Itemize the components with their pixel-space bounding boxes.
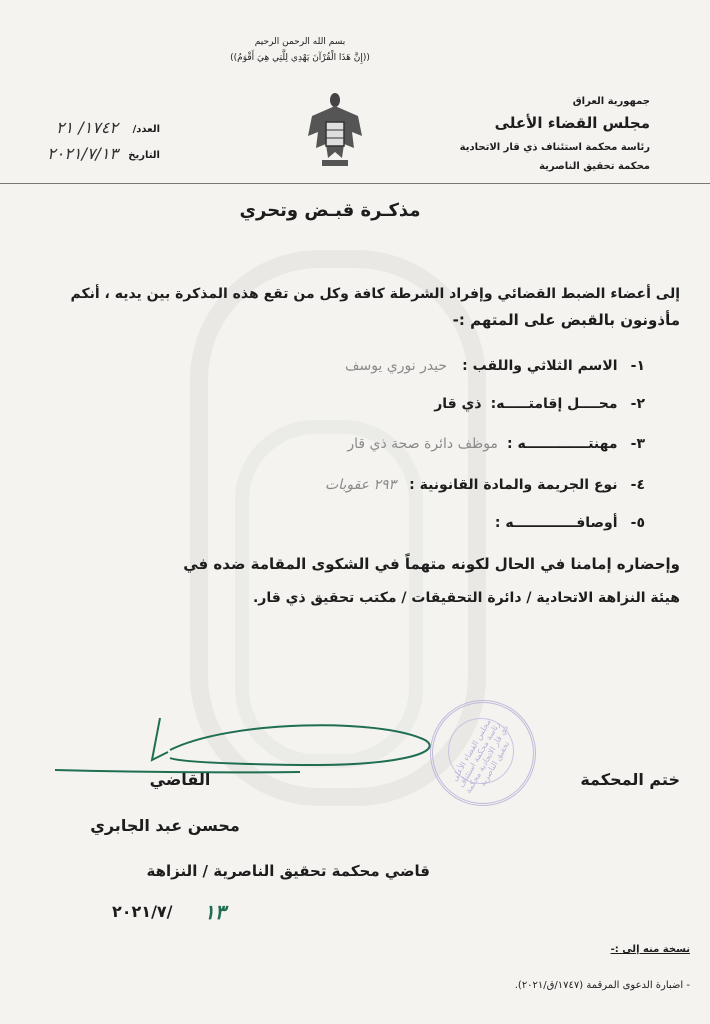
closing-line-1: وإحضاره إمامنا في الحال لكونه متهماً في الشكوى المقامة ضده في: [183, 555, 680, 573]
signature-date-printed: ٢٠٢١/٧/: [112, 902, 173, 921]
court-seal-label: ختم المحكمة: [580, 770, 680, 789]
judge-title: القاضي: [149, 770, 211, 789]
country-name: جمهورية العراق: [572, 96, 650, 107]
date-label: التاريخ: [128, 150, 160, 161]
intro-line-1: إلى أعضاء الضبط القضائي وإفراد الشرطة كافة وكل من تقع هذه المذكرة بين يديه ، أنكم: [70, 286, 680, 302]
item-1-number: ١-: [630, 358, 645, 374]
court-name: محكمة تحقيق الناصرية: [539, 161, 650, 172]
item-5-number: ٥-: [630, 515, 645, 531]
item-4-number: ٤-: [630, 477, 645, 493]
item-3: [280, 433, 645, 452]
item-2-value: ذي قار: [434, 396, 482, 412]
item-4-value: ٢٩٣ عقوبات: [325, 477, 397, 493]
court-seal-text: مجلس القضاء الأعلى رئاسة محكمة استئناف ذي قار الاتحادية محكمة تحقيق الناصرية: [449, 717, 512, 795]
closing-line-2: هيئة النزاهة الاتحادية / دائرة التحقيقات / مكتب تحقيق ذي قار.: [252, 590, 680, 606]
intro-line-2: مأذونون بالقبض على المتهم :-: [452, 311, 680, 329]
quran-verse: ((إِنَّ هَذَا الْقُرْآنَ يَهْدِي لِلَّتِي هِيَ أَقْوَمُ)): [230, 53, 370, 63]
judge-signature: [50, 710, 440, 800]
header-divider: [0, 183, 710, 184]
signature-date: [112, 902, 252, 926]
item-5: [470, 512, 645, 531]
item-3-number: ٣-: [630, 436, 645, 452]
item-4-label: نوع الجريمة والمادة القانونية :: [409, 477, 618, 493]
court-seal-stamp: [430, 700, 536, 806]
signature-date-handwritten: ١٣: [204, 900, 226, 924]
basmala: بسم الله الرحمن الرحيم: [254, 37, 346, 47]
judge-name: محسن عبد الجابري: [90, 816, 240, 835]
document-title: مذكـرة قبـض وتحري: [239, 200, 421, 221]
number-label: العدد/: [132, 124, 160, 135]
item-2-label: محــــل إقامتـــــه:: [490, 396, 618, 412]
copy-label: نسخة منه إلى :-: [610, 944, 690, 955]
number-value: ١٧٤٢/ ٢١: [55, 118, 118, 137]
item-5-label: أوصافـــــــــــــه :: [494, 515, 618, 531]
iraq-eagle-emblem: [304, 88, 366, 170]
item-2-number: ٢-: [630, 396, 645, 412]
item-3-value: موظف دائرة صحة ذي قار: [347, 436, 498, 452]
date-value: ٢٠٢١/٧/١٣: [47, 144, 118, 163]
item-4: [270, 474, 645, 493]
item-1-value: حيدر نوري يوسف: [344, 358, 448, 374]
presidency-name: رئاسة محكمة استئناف ذي قار الاتحادية: [459, 142, 650, 153]
item-1-label: الاسم الثلاثي واللقب :: [462, 358, 618, 374]
item-1: [300, 355, 645, 374]
copy-line-1: - اضبارة الدعوى المرقمة (١٧٤٧/ق/٢٠٢١).: [514, 980, 690, 991]
item-2: [300, 393, 645, 412]
judge-position: قاضي محكمة تحقيق الناصرية / النزاهة: [146, 862, 430, 880]
item-3-label: مهنتـــــــــــــه :: [507, 436, 618, 452]
council-name: مجلس القضاء الأعلى: [494, 114, 650, 132]
